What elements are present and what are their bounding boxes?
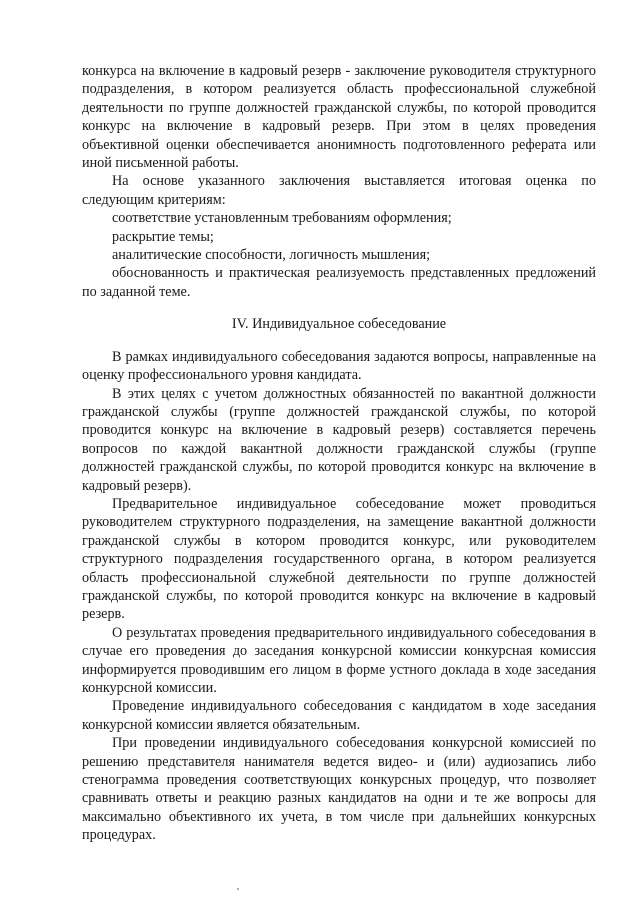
criteria-item: раскрытие темы;	[112, 228, 214, 245]
criteria-item: аналитические способности, логичность мышления;	[112, 247, 431, 264]
criteria-item: соответствие установленным требованиям оформления;	[112, 210, 452, 227]
scan-speck	[237, 888, 239, 890]
criteria-item: обоснованность и практическая реализуемость представленных предложений по заданной теме.	[82, 265, 596, 300]
section-heading: IV. Индивидуальное собеседование	[231, 316, 447, 333]
document-page	[82, 62, 596, 845]
paragraph-continuation: конкурса на включение в кадровый резерв - заключение руководителя структурного подразделения, в котором реализуется область профессиональной служебной деятельности по группе должностей гражданской службы, по которой проводится конкурс на включение в кадровый резерв. При этом в целях проведения объективной оценки обеспечивается анонимность подготовленного реферата или иной письменной работы.	[82, 63, 596, 172]
section-paragraph: В этих целях с учетом должностных обязанностей по вакантной должности гражданской службы (группе должностей гражданской службы, по которой проводится конкурс на включение в кадровый резерв) составляется перечень вопросов по каждой вакантной должности гражданской службы (группе должностей гражданской службы, по которой проводится конкурс на включение в кадровый резерв).	[82, 385, 596, 494]
section-paragraph: Проведение индивидуального собеседования с кандидатом в ходе заседания конкурсной комиссии является обязательным.	[82, 698, 596, 733]
section-paragraph: При проведении индивидуального собеседования конкурсной комиссией по решению представителя нанимателя ведется видео- и (или) аудиозапись либо стенограмма проведения соответствующих конкурсных процедур, что позволяет сравнивать ответы и реакцию разных кандидатов на одни и те же вопросы для максимально объективного их учета, в том числе при дальнейших конкурсных процедурах.	[82, 735, 596, 844]
section-paragraph: Предварительное индивидуальное собеседование может проводиться руководителем структурного подразделения, на замещение вакантной должности гражданской службы в котором проводится конкурс, или руководителем структурного подразделения государственного органа, в котором реализуется область профессиональной служебной деятельности по группе должностей гражданской службы, по которой проводится конкурс на включение в кадровый резерв.	[82, 495, 596, 623]
paragraph-criteria-intro: На основе указанного заключения выставляется итоговая оценка по следующим критериям:	[82, 173, 596, 208]
section-paragraph: В рамках индивидуального собеседования задаются вопросы, направленные на оценку профессионального уровня кандидата.	[82, 348, 596, 384]
section-paragraph: О результатах проведения предварительного индивидуального собеседования в случае его проведения до заседания конкурсной комиссии конкурсная комиссия информируется проводившим его лицом в форме устного доклада в ходе заседания конкурсной комиссии.	[82, 624, 596, 696]
